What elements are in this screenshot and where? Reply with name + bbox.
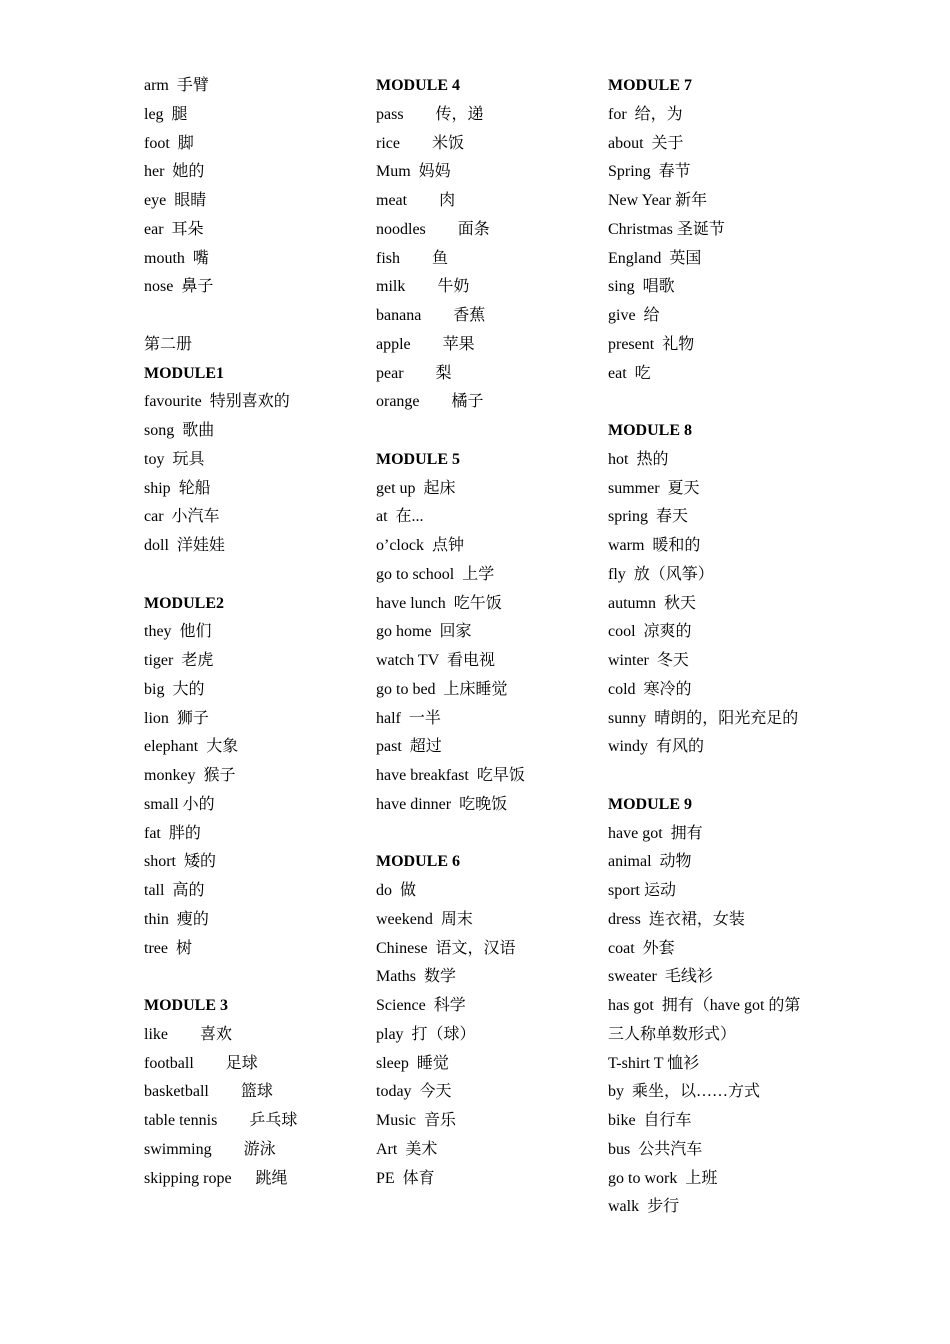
vocab-column-1 [144,72,364,1193]
module-heading: MODULE 9 [608,795,692,813]
module-heading: MODULE 6 [376,853,460,871]
vocab-entry: by 乘坐，以……方式 [608,1083,761,1101]
vocab-entry: hot 热的 [608,450,669,468]
vocab-entry: o’clock 点钟 [376,537,464,554]
vocab-entry: monkey 猴子 [144,767,236,784]
vocab-entry: nose 鼻子 [144,278,214,296]
module-heading: MODULE 7 [608,77,692,94]
vocab-entry: ear 耳朵 [144,220,204,238]
module-heading: MODULE1 [144,364,224,382]
vocab-entry: sport 运动 [608,882,677,899]
vocab-entry: apple 苹果 [376,335,475,353]
vocab-entry: short 矮的 [144,853,217,871]
vocab-entry: pear 梨 [376,364,452,382]
vocab-entry: sing 唱歌 [608,278,675,296]
vocab-entry: tiger 老虎 [144,652,214,669]
vocab-entry: they 他们 [144,623,212,641]
vocab-entry: present 礼物 [608,335,695,353]
vocab-entry: meat 肉 [376,192,456,209]
vocab-entry: weekend 周末 [376,910,473,928]
vocab-entry: at 在... [376,508,424,526]
vocab-entry: song 歌曲 [144,422,215,439]
vocab-column-3 [608,72,828,1222]
vocab-entry: summer 夏天 [608,479,700,497]
vocab-entry: cold 寒冷的 [608,680,692,698]
vocab-entry: foot 脚 [144,134,194,152]
vocab-entry: small 小的 [144,795,215,813]
blank-line [144,963,364,992]
vocab-entry: mouth 嘴 [144,249,209,267]
vocab-entry: watch TV 看电视 [376,652,495,669]
vocab-entry: banana 香蕉 [376,307,486,324]
blank-line [376,417,596,446]
vocab-entry: bus 公共汽车 [608,1140,703,1158]
vocab-entry: dress 连衣裙，女装 [608,910,745,928]
vocab-entry: leg 腿 [144,105,188,123]
vocab-entry: winter 冬天 [608,652,689,669]
module-heading: MODULE 5 [376,450,460,468]
vocab-column-2 [376,72,596,1193]
vocab-entry: do 做 [376,882,417,899]
vocab-entry: go to work 上班 [608,1169,718,1187]
blank-line [376,820,596,849]
vocab-entry: walk 步行 [608,1198,680,1216]
vocab-entry: have lunch 吃午饭 [376,594,502,612]
vocab-entry: Maths 数学 [376,968,457,986]
vocab-entry: eat 吃 [608,364,651,382]
vocab-entry: PE 体育 [376,1169,435,1187]
vocab-entry: has got 拥有（have got 的第 [608,997,801,1014]
blank-line [608,762,828,791]
vocab-entry: pass 传，递 [376,105,484,123]
vocab-entry: big 大的 [144,680,205,698]
vocab-entry: warm 暖和的 [608,537,701,554]
vocab-entry: arm 手臂 [144,77,209,94]
vocab-entry: go to school 上学 [376,565,495,583]
module-heading: MODULE 3 [144,997,228,1014]
module-heading: MODULE 4 [376,77,460,94]
vocab-entry: sleep 睡觉 [376,1054,449,1072]
vocab-entry: have dinner 吃晚饭 [376,795,508,813]
vocab-entry: milk 牛奶 [376,278,470,296]
vocab-entry: Christmas 圣诞节 [608,220,725,238]
vocab-entry: skipping rope 跳绳 [144,1169,288,1187]
module-heading: MODULE 8 [608,422,692,439]
vocab-entry: Science 科学 [376,997,466,1014]
vocab-entry: noodles 面条 [376,220,490,238]
vocab-entry: have got 拥有 [608,824,703,842]
vocab-entry: Art 美术 [376,1140,438,1158]
vocab-entry: go home 回家 [376,623,472,641]
vocab-entry: windy 有风的 [608,738,705,756]
vocab-entry: get up 起床 [376,479,456,497]
vocab-entry: have breakfast 吃早饭 [376,767,525,784]
vocab-entry: football 足球 [144,1054,258,1072]
vocab-entry: for 给，为 [608,105,683,123]
vocab-entry: lion 狮子 [144,709,209,727]
vocab-entry: today 今天 [376,1083,452,1101]
vocab-entry: animal 动物 [608,853,692,871]
vocab-entry: table tennis 乒乓球 [144,1112,298,1129]
vocab-entry: give 给 [608,307,660,324]
vocab-entry: about 关于 [608,134,684,152]
vocab-entry: spring 春天 [608,508,689,526]
vocab-entry: tree 树 [144,939,192,957]
vocab-entry: basketball 篮球 [144,1083,273,1101]
vocab-entry: car 小汽车 [144,508,220,526]
blank-line [144,561,364,590]
vocab-entry: Mum 妈妈 [376,163,451,181]
vocab-entry: bike 自行车 [608,1112,692,1129]
vocab-entry: ship 轮船 [144,479,211,497]
module-heading: MODULE2 [144,594,224,612]
vocab-entry: Spring 春节 [608,163,691,181]
vocab-entry: T-shirt T 恤衫 [608,1054,700,1072]
vocab-entry: thin 瘦的 [144,910,209,928]
vocab-entry: favourite 特别喜欢的 [144,393,290,411]
vocab-entry: swimming 游泳 [144,1140,276,1158]
vocab-entry: play 打（球） [376,1025,476,1043]
vocab-entry: eye 眼睛 [144,192,207,209]
vocab-entry: fish 鱼 [376,249,449,267]
vocab-entry: elephant 大象 [144,738,239,756]
vocab-entry: autumn 秋天 [608,594,696,612]
vocab-entry: orange 橘子 [376,393,484,411]
blank-line [608,388,828,417]
vocab-entry: like 喜欢 [144,1025,232,1043]
vocab-entry: sweater 毛线衫 [608,968,713,986]
vocab-entry: England 英国 [608,249,702,267]
vocab-entry: past 超过 [376,738,442,756]
vocab-entry: cool 凉爽的 [608,623,692,641]
vocab-entry: fly 放（风筝） [608,565,714,583]
vocab-entry: Music 音乐 [376,1112,457,1129]
vocab-entry: fat 胖的 [144,824,201,842]
volume-heading: 第二册 [144,335,193,353]
vocab-entry: Chinese 语文，汉语 [376,939,516,957]
vocab-entry: 三人称单数形式） [608,1025,737,1043]
vocab-entry: rice 米饭 [376,134,464,152]
vocab-entry: New Year 新年 [608,192,708,209]
vocab-entry: coat 外套 [608,939,675,957]
vocab-entry: her 她的 [144,163,205,181]
vocab-entry: half 一半 [376,709,441,727]
blank-line [144,302,364,331]
vocab-entry: sunny 晴朗的，阳光充足的 [608,709,799,727]
vocab-entry: doll 洋娃娃 [144,537,225,554]
vocab-entry: tall 高的 [144,882,205,899]
vocab-entry: go to bed 上床睡觉 [376,680,508,698]
vocab-entry: toy 玩具 [144,450,205,468]
